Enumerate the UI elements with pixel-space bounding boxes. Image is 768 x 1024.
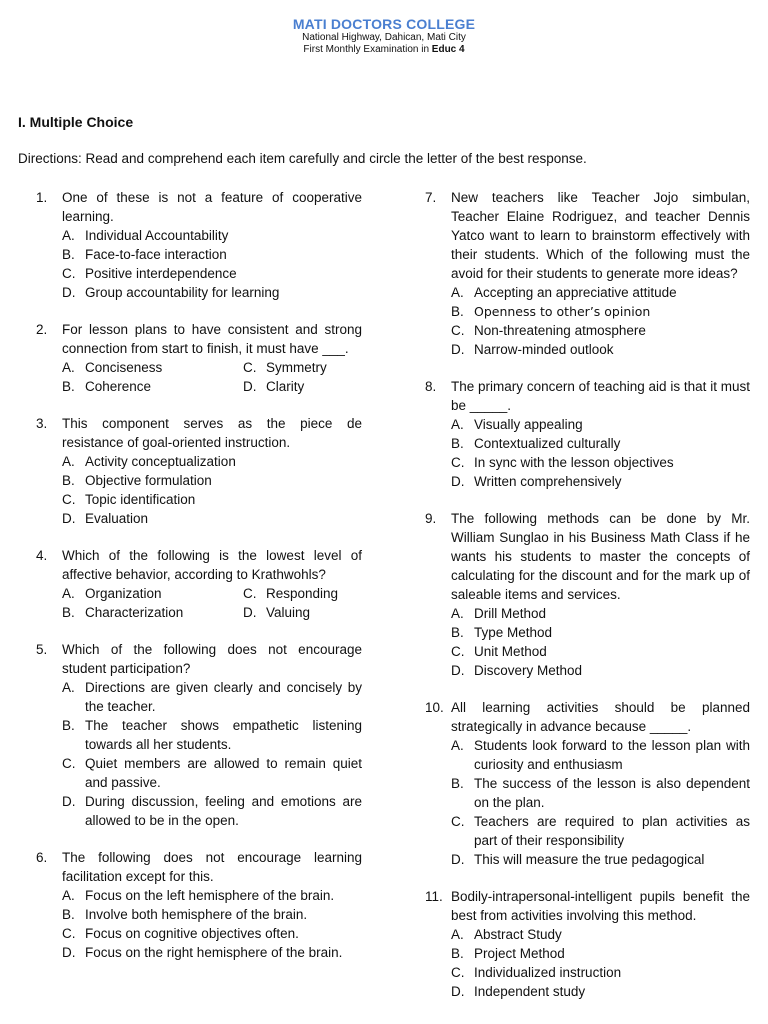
option-text: Quiet members are allowed to remain quiet and passive. [85,756,362,790]
answer-option[interactable] [62,603,243,622]
right-question-column [425,188,750,1019]
option-text: Openness to other’s opinion [474,304,651,319]
school-address: National Highway, Dahican, Mati City [302,32,466,43]
question-text: The following methods can be done by Mr. William Sunglao in his Business Math Class if he wants his students to master the concepts of calculating for the discount and for the mark up of saleable items and services. [451,511,750,602]
answer-option[interactable] [243,377,362,396]
answer-option[interactable] [243,358,362,377]
option-letter: C. [62,926,76,941]
answer-option[interactable] [451,642,750,661]
answer-option[interactable] [62,283,362,302]
question-number: 8. [425,379,437,394]
question-number: 7. [425,190,437,205]
option-text: Focus on the left hemisphere of the brain. [85,888,335,903]
option-letter: D. [62,511,76,526]
option-letter: D. [62,945,76,960]
option-text: Conciseness [85,360,163,375]
answer-option[interactable] [451,944,750,963]
option-text: Visually appealing [474,417,583,432]
option-letter: C. [451,965,465,980]
option-letter: D. [243,605,257,620]
question-text: For lesson plans to have consistent and strong connection from start to finish, it must have ___. [62,322,362,356]
option-letter: A. [62,888,75,903]
question-number: 5. [36,642,48,657]
answer-option[interactable] [62,452,362,471]
option-text: Group accountability for learning [85,285,280,300]
question-text: Which of the following does not encourage student participation? [62,642,362,676]
question-number: 11. [425,889,443,904]
option-text: Individual Accountability [85,228,229,243]
option-text: Characterization [85,605,184,620]
option-letter: C. [243,586,257,601]
answer-option[interactable] [243,603,362,622]
option-letter: B. [62,379,75,394]
question-text: The primary concern of teaching aid is that it must be _____. [451,379,750,413]
option-letter: D. [451,852,465,867]
option-text: Responding [266,586,339,601]
question-number: 1. [36,190,48,205]
option-text: Clarity [266,379,305,394]
option-letter: D. [451,984,465,999]
answer-option[interactable] [62,924,362,943]
option-text: Independent study [474,984,586,999]
option-text: Coherence [85,379,152,394]
question-item [36,640,362,830]
option-letter: C. [451,814,465,829]
option-text: During discussion, feeling and emotions are allowed to be in the open. [85,794,362,828]
option-text: In sync with the lesson objectives [474,455,674,470]
question-text: All learning activities should be planned strategically in advance because _____. [451,700,750,734]
document-header [0,16,768,56]
question-text: Which of the following is the lowest level of affective behavior, according to Krathwohls? [62,548,362,582]
answer-option[interactable] [62,716,362,754]
option-letter: A. [451,927,464,942]
question-item [425,377,750,491]
option-text: Topic identification [85,492,196,507]
answer-option[interactable] [451,472,750,491]
answer-option[interactable] [62,754,362,792]
school-name: MATI DOCTORS COLLEGE [292,16,476,32]
question-number: 10. [425,700,444,715]
option-text: Abstract Study [474,927,562,942]
answer-option[interactable] [62,226,362,245]
option-letter: B. [451,946,464,961]
option-text: Teachers are required to plan activities as part of their responsibility [474,814,750,848]
option-letter: C. [243,360,257,375]
option-text: Organization [85,586,162,601]
option-text: Objective formulation [85,473,212,488]
answer-option[interactable] [62,584,243,603]
option-text: Focus on the right hemisphere of the brain. [85,945,343,960]
question-number: 6. [36,850,48,865]
option-letter: A. [451,417,464,432]
option-text: Discovery Method [474,663,583,678]
answer-option[interactable] [451,812,750,850]
option-text: This will measure the true pedagogical [474,852,705,867]
question-item [36,320,362,396]
question-item [425,509,750,680]
option-letter: D. [451,474,465,489]
option-letter: A. [62,586,75,601]
option-text: Symmetry [266,360,327,375]
option-letter: C. [62,492,76,507]
question-item [425,887,750,1001]
option-letter: B. [451,304,464,319]
answer-option[interactable] [451,321,750,340]
option-letter: C. [62,266,76,281]
answer-option[interactable] [451,661,750,680]
option-letter: A. [451,738,464,753]
answer-option[interactable] [62,905,362,924]
answer-option[interactable] [451,623,750,642]
section-title: I. Multiple Choice [18,114,134,130]
question-text: Bodily-intrapersonal-intelligent pupils benefit the best from activities involving this method. [451,889,750,923]
question-text: The following does not encourage learning facilitation except for this. [62,850,362,884]
answer-option[interactable] [62,509,362,528]
option-text: Activity conceptualization [85,454,236,469]
answer-option[interactable] [62,358,243,377]
option-text: Directions are given clearly and concisely by the teacher. [85,680,362,714]
answer-option[interactable] [451,604,750,623]
option-letter: A. [62,454,75,469]
answer-option[interactable] [451,736,750,774]
option-text: Evaluation [85,511,149,526]
option-letter: A. [451,285,464,300]
option-text: Project Method [474,946,565,961]
option-letter: D. [243,379,257,394]
option-letter: B. [62,605,75,620]
answer-option[interactable] [451,415,750,434]
answer-option[interactable] [62,490,362,509]
option-text: Students look forward to the lesson plan with curiosity and enthusiasm [474,738,750,772]
option-letter: A. [62,680,75,695]
answer-option[interactable] [451,434,750,453]
question-number: 4. [36,548,48,563]
answer-option[interactable] [451,963,750,982]
question-item [36,414,362,528]
option-letter: C. [451,455,465,470]
answer-option[interactable] [451,850,750,869]
answer-option[interactable] [451,925,750,944]
option-text: Focus on cognitive objectives often. [85,926,299,941]
option-text: Face-to-face interaction [85,247,227,262]
option-letter: B. [62,718,75,733]
option-letter: D. [62,285,76,300]
answer-option[interactable] [451,340,750,359]
exam-title [0,44,768,56]
option-text: Accepting an appreciative attitude [474,285,677,300]
answer-option[interactable] [62,792,362,830]
option-text: The success of the lesson is also dependent on the plan. [474,776,750,810]
option-letter: C. [62,756,76,771]
left-question-column [36,188,362,980]
exam-subject: Educ 4 [431,44,465,55]
question-number: 3. [36,416,48,431]
question-text: One of these is not a feature of cooperative learning. [62,190,362,224]
answer-option[interactable] [451,283,750,302]
option-text: Unit Method [474,644,547,659]
option-letter: B. [451,436,464,451]
option-letter: B. [451,776,464,791]
answer-option[interactable] [451,774,750,812]
question-item [425,698,750,869]
option-text: Narrow-minded outlook [474,342,614,357]
answer-option[interactable] [62,471,362,490]
option-letter: B. [62,473,75,488]
option-letter: B. [62,247,75,262]
question-text: New teachers like Teacher Jojo simbulan, Teacher Elaine Rodriguez, and teacher Dennis Yatco want to learn to brainstorm effectively with their students. Which of the following must the avoid for their students to generate more ideas? [451,190,750,281]
answer-option[interactable] [451,982,750,1001]
option-letter: D. [62,794,76,809]
option-letter: D. [451,342,465,357]
answer-option[interactable] [62,245,362,264]
question-item [36,188,362,302]
option-letter: A. [62,360,75,375]
answer-option[interactable] [62,377,243,396]
question-text: This component serves as the piece de resistance of goal-oriented instruction. [62,416,362,450]
option-text: Type Method [474,625,553,640]
option-letter: B. [62,907,75,922]
question-number: 2. [36,322,48,337]
option-letter: A. [451,606,464,621]
answer-option[interactable] [62,943,362,962]
answer-option[interactable] [62,264,362,283]
question-number: 9. [425,511,437,526]
option-text: Contextualized culturally [474,436,621,451]
option-text: Involve both hemisphere of the brain. [85,907,308,922]
option-letter: B. [451,625,464,640]
exam-prefix: First Monthly Examination in [303,44,432,55]
option-letter: A. [62,228,75,243]
answer-option[interactable] [243,584,362,603]
answer-option[interactable] [62,678,362,716]
option-text: Non-threatening atmosphere [474,323,646,338]
option-text: Positive interdependence [85,266,237,281]
option-letter: C. [451,644,465,659]
option-text: Individualized instruction [474,965,622,980]
question-item [36,546,362,622]
answer-option[interactable] [451,453,750,472]
option-letter: C. [451,323,465,338]
option-text: Valuing [266,605,311,620]
option-text: The teacher shows empathetic listening towards all her students. [85,718,362,752]
option-text: Written comprehensively [474,474,622,489]
question-item [425,188,750,359]
answer-option[interactable] [451,302,750,321]
question-item [36,848,362,962]
directions-text: Directions: Read and comprehend each item carefully and circle the letter of the best response. [18,151,587,166]
option-letter: D. [451,663,465,678]
option-text: Drill Method [474,606,547,621]
answer-option[interactable] [62,886,362,905]
